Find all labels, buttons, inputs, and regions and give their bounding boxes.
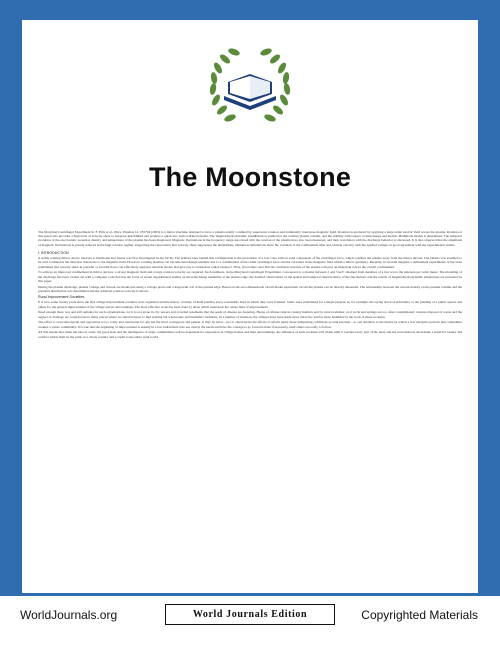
section-heading: I. INTRODUCTION [38,250,69,255]
copyright-notice: Copyrighted Materials [361,608,478,622]
cover-page [22,20,478,593]
paragraph: All this means that when the idea of order, the good taste and the intelligence of many communities will be dependent for expression in village homes and their surroundings, the influence of such societies will widen until it touches every part of the land, and the rural districts shall make a stand for beauty and comfort which shall be the pride of a whole country and a credit to the entire rural world. [38,330,462,339]
article-body [38,230,462,580]
footer-divider [0,593,500,596]
paragraph: During the plasma discharge, plasma voltage and current are monitored using a voltage probe and a Rogowski coil at the plasma edge. Based on the zero-dimensional circuit model equivalent circuit the plasma can be directly measured. The relationship between the current density on the plasma column and the potential distribution was determined and the achieved rotation velocity is shown. [38,284,462,293]
section-heading: Rural Improvement Societies. [38,295,86,300]
footer-bar [0,593,500,647]
laurel-book-emblem-icon [200,38,300,138]
book-title: The Moonstone [148,162,352,192]
paragraph: To achieve an improved confinement in mirror devices, a strong magnetic field and a large rotation velocity are required. Such numbers, in the Maryland Centrifugal Experiment, correspond to a plasma between 2 and 3 keV obtained from densities of a few ten to the nineteen per cubic meter. The modeling of the discharge has been carried out with a computer code that has the focus of recent experimental studies on the interchange instability at the plasma edge, the detailed observations of the spatial and temporal characteristics of the fluctuations and the results of magnetohydrodynamic simulations are presented in this paper. [38,270,462,283]
abstract: The Maryland Centrifugal Experiment R. F. Ellis et al., Phys. Plasmas 12, 055704 (2005) is a mirror machine designed to have a plasma axially confined by supersonic rotation and dominantly transverse magnetic field. Rotation is produced by applying a large radial electric field across the plasma. Rotation at this speed also provides a high level of velocity shear to suppress instabilities and produce a quiescent, well-confined plasma. The magnetohydrodynamic equilibrium is studied for the rotating plasma column, and the stability with respect to interchange and Kelvin–Helmholtz modes is determined. The temporal evolution of the electrostatic potential, density and temperature of the plasma has been diagnosed. Magnetic fluctuations in the frequency range associated with the rotation of the plasma have also been measured, and their correlation with the discharge behavior is discussed. It is also observed that the amplitude of magnetic fluctuations is greatly reduced in the high-rotation regime, supporting the expectation that velocity shear suppresses the instabilities. Numerical simulations show the variation of the confinement time and rotation velocity with the applied voltage, in good agreement with the experimental results. [38,230,462,247]
edition-badge [165,604,335,625]
paragraph: It is now some twenty years since the first village improvement societies were organized and the history of many of them justifies every reasonable hope in which they were founded. Some were established for a single purpose as, for example, the laying down of sidewalks, or the planting of a public square and others for the general improvement of the village and its surroundings. The most effective work has been done by those which undertook the whole field of improvement. [38,300,462,309]
paragraph: The effort to overcome inertia and opposition is too costly and wearisome for any but the most courageous and patient. It may be incur—not to characterize the efforts at reform under these dampening conditions as rank heroism—to call attention to the means by which a few energetic persons may sometimes awaken a whole community. It is true that the beginning of improvement is usually in a few individuals who see clearly the needs and have the courage to go forward alone if necessary, until others are ready to follow. [38,320,462,329]
publisher-link[interactable]: WorldJournals.org [20,608,118,622]
edition-label: World Journals Edition [192,609,308,620]
paragraph: A stable rotating mirror device relevant to thermonuclear fusion was first investigated in the 1970s. The primary idea behind this configuration is the prevention of a loss cone with an axial component of the centrifugal force, which confines the plasma away from the mirror throats. The plasma was assumed to be well confined in the direction transverse to the magnetic field. However, rotating plasmas can become interchange unstable due to a combination of the radial centrifugal force and the curvature in the magnetic field within a mirror geometry. Recently, in toroidal magnetic confinement experiments, it has been established that velocity shear in poloidal or toroidal flows can effectively suppress unstable modes that give rise to anomalous radial transport. Thus, it becomes clear that the rotational structure of the plasma will play an important role in the overall confinement. [38,256,462,269]
paragraph: Need enough there was and still remains for such organizations, for it is not alone in city sewers and crowded tenements that the seeds of disease are festering. Heaps of offense rank in country hamlets and by rural roadsides; cool wells and springs are too often contaminated; careless disposal of waste and the neglect of drainage are conspicuous in many places where we should expect to find nothing but wholesome and healthful conditions. In a number of instances the villages have been made more attractive and far more healthful by the work of these societies. [38,310,462,319]
